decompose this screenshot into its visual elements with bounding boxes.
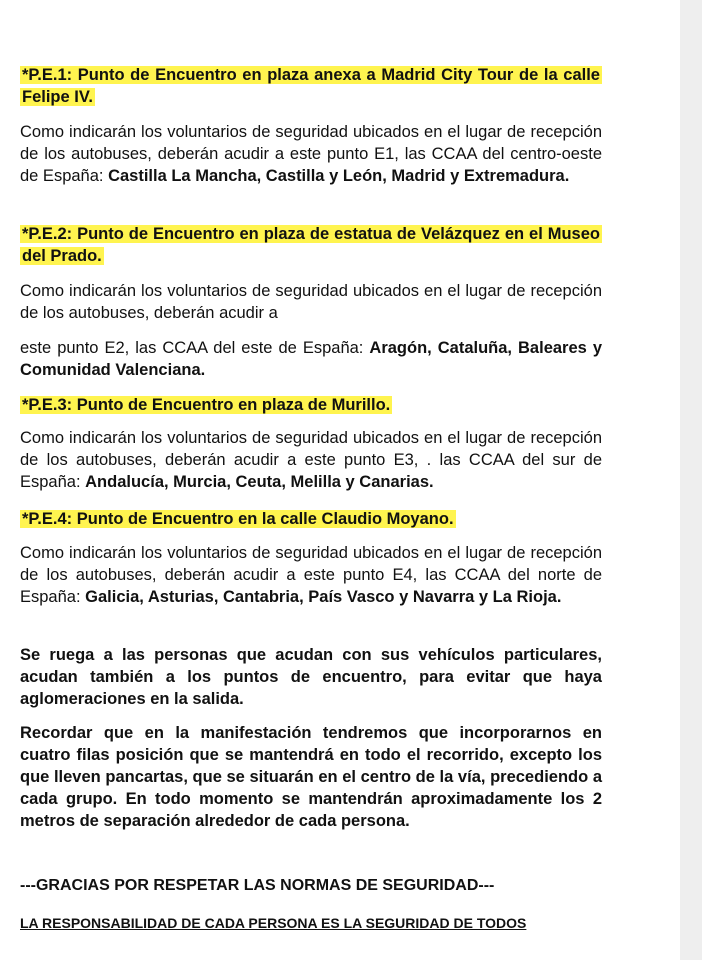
thanks-line: ---GRACIAS POR RESPETAR LAS NORMAS DE SEGURIDAD--- [20,877,495,894]
pe4-body-intro: Como indicarán los voluntarios de seguridad ubicados en el lugar de recepción de los autobuses, deberán acudir a este punto E4, las CCAA del norte de España: [20,544,602,606]
pe1-body [20,121,602,187]
pe4-heading-highlight: *P.E.4: Punto de Encuentro en la calle Claudio Moyano. [22,510,454,528]
pe2-regions: Aragón, Cataluña, Baleares y Comunidad Valenciana. [20,339,602,379]
pe3-heading-highlight: *P.E.3: Punto de Encuentro en plaza de Murillo. [22,396,391,414]
pe2-body-intro-2: este punto E2, las CCAA del este de España: [20,339,370,357]
pe3-heading [20,394,602,416]
pe1-body-intro: Como indicarán los voluntarios de seguridad ubicados en el lugar de recepción de los autobuses, deberán acudir a este punto E1, las CCAA del centro-oeste de España: [20,123,602,185]
pe4-regions: Galicia, Asturias, Cantabria, País Vasco y Navarra y La Rioja. [85,588,562,606]
pe3-body [20,427,602,493]
responsibility-text: LA RESPONSABILIDAD DE CADA PERSONA ES LA SEGURIDAD DE TODOS [20,915,527,931]
pe4-heading [20,508,602,530]
vehicles-notice: Se ruega a las personas que acudan con sus vehículos particulares, acudan también a los puntos de encuentro, para evitar que haya aglomeraciones en la salida. [20,646,602,708]
responsibility-line [20,915,602,933]
pe2-body-intro-text: Como indicarán los voluntarios de seguridad ubicados en el lugar de recepción de los autobuses, deberán acudir a [20,282,602,322]
scroll-edge [680,0,702,960]
pe2-heading [20,223,602,267]
pe1-heading-highlight: *P.E.1: Punto de Encuentro en plaza anexa a Madrid City Tour de la calle Felipe IV. [22,66,600,106]
pe2-body-intro [20,280,602,324]
pe1-heading [20,64,602,108]
rows-notice: Recordar que en la manifestación tendremos que incorporarnos en cuatro filas posición que se mantendrá en todo el recorrido, excepto los que lleven pancartas, que se situarán en el centro de la vía, precediendo a cada grupo. En todo momento se mantendrán aproximadamente los 2 metros de separación alrededor de cada persona. [20,724,602,830]
pe3-body-intro: Como indicarán los voluntarios de seguridad ubicados en el lugar de recepción de los autobuses, deberán acudir a este punto E3, . las CCAA del sur de España: [20,429,602,491]
pe1-regions: Castilla La Mancha, Castilla y León, Madrid y Extremadura. [108,167,570,185]
pe2-body [20,337,602,381]
pe4-body [20,542,602,608]
pe3-regions: Andalucía, Murcia, Ceuta, Melilla y Canarias. [85,473,434,491]
pe2-heading-highlight: *P.E.2: Punto de Encuentro en plaza de estatua de Velázquez en el Museo del Prado. [22,225,600,265]
